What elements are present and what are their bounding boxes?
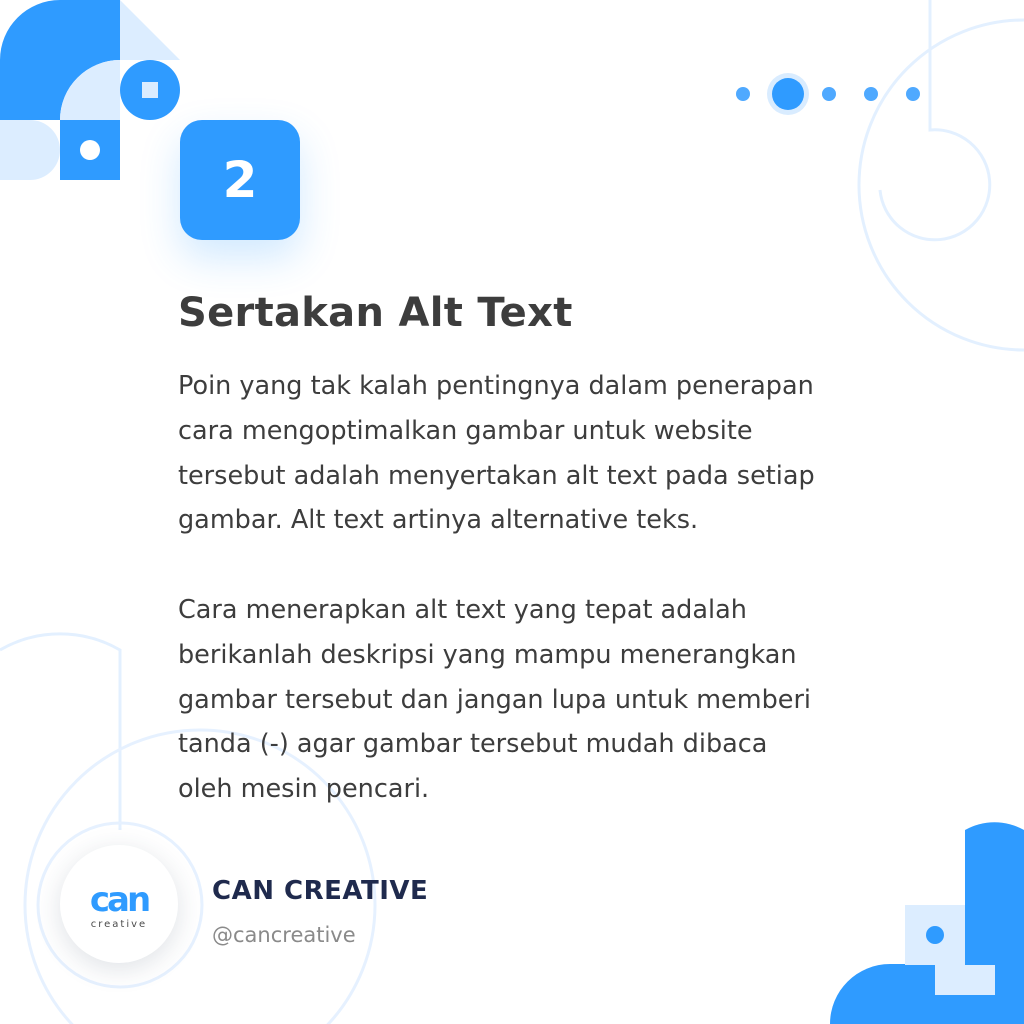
logo-mark: can: [89, 880, 149, 920]
pagination-dot: [864, 87, 878, 101]
text-line: oleh mesin pencari.: [178, 774, 430, 805]
text-line: tersebut adalah menyertakan alt text pada setiap: [178, 460, 815, 491]
can-creative-logo-icon: [60, 845, 178, 963]
text-line: Poin yang tak kalah pentingnya dalam penerapan: [178, 371, 814, 401]
paragraph-2: [178, 588, 978, 812]
step-number-badge: [180, 120, 300, 240]
step-number: 2: [222, 151, 258, 209]
pagination-dot: [906, 87, 920, 101]
paragraph-1: [178, 364, 978, 543]
pagination-dot: [822, 87, 836, 101]
logo-subtext: creative: [90, 919, 148, 930]
text-line: berikanlah deskripsi yang mampu menerangkan: [178, 639, 797, 670]
text-line: gambar tersebut dan jangan lupa untuk memberi: [178, 684, 812, 715]
brand-name: CAN CREATIVE: [212, 876, 429, 906]
text-line: cara mengoptimalkan gambar untuk website: [178, 415, 753, 446]
text-line: Cara menerapkan alt text yang tepat adalah: [178, 594, 747, 625]
text-line: gambar. Alt text artinya alternative teks.: [178, 505, 699, 536]
pagination-dot-active: [772, 78, 804, 110]
pagination-dot: [736, 87, 750, 101]
brand-handle: @cancreative: [212, 923, 356, 947]
paragraph-gap: [178, 543, 978, 588]
pagination-dots: [732, 72, 932, 116]
brand-logo: [60, 845, 178, 963]
text-line: tanda (-) agar gambar tersebut mudah dibaca: [178, 729, 768, 760]
body-text: [178, 364, 978, 812]
page-title: Sertakan Alt Text: [178, 290, 573, 336]
